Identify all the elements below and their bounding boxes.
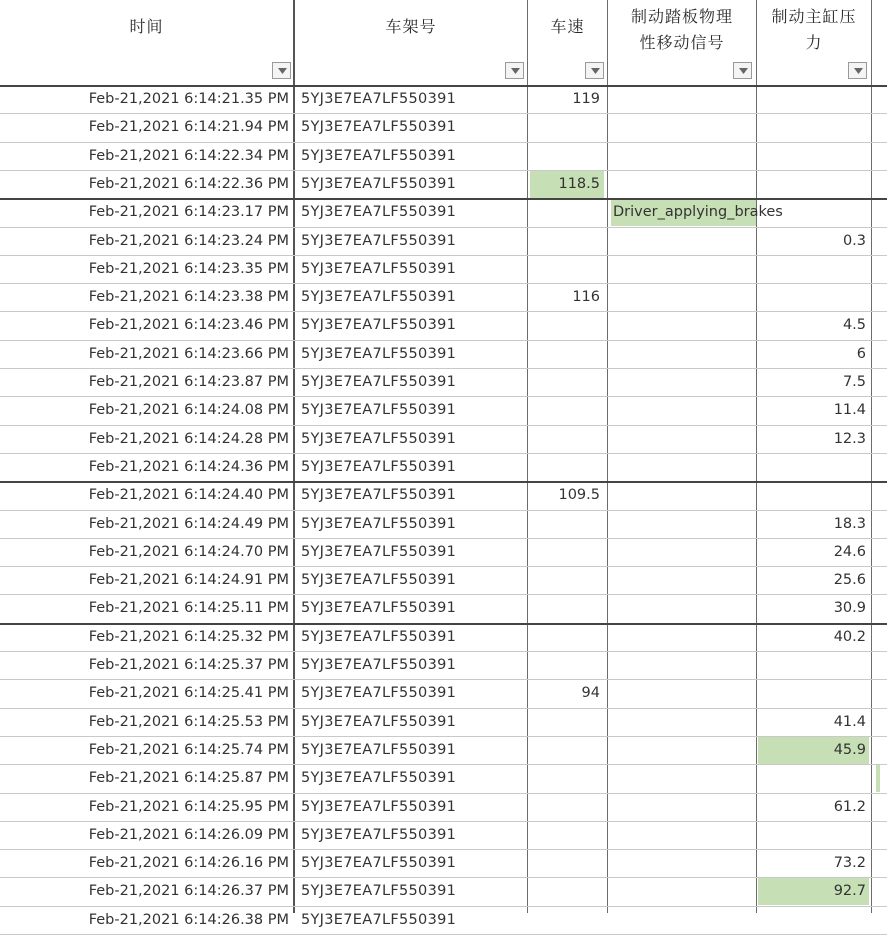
cell-brake-pressure[interactable] [758, 482, 869, 509]
cell-vin[interactable]: 5YJ3E7EA7LF550391 [301, 883, 457, 899]
cell-highlight-edge [876, 765, 880, 792]
row-divider [0, 481, 887, 483]
cell-speed[interactable] [530, 369, 604, 396]
cell-speed[interactable] [530, 737, 604, 764]
filter-dropdown-icon [739, 68, 748, 74]
cell-time[interactable]: Feb-21,2021 6:14:25.37 PM [88, 657, 289, 673]
row-divider [0, 906, 887, 907]
cell-speed[interactable] [530, 397, 604, 424]
cell-speed[interactable] [530, 652, 604, 679]
cell-speed[interactable] [530, 228, 604, 255]
cell-vin[interactable]: 5YJ3E7EA7LF550391 [301, 119, 457, 135]
row-divider [0, 793, 887, 794]
cell-brake-pressure[interactable]: 41.4 [833, 714, 866, 730]
cell-brake-pressure[interactable]: 18.3 [833, 516, 866, 532]
cell-brake-signal[interactable] [611, 482, 756, 509]
cell-time[interactable]: Feb-21,2021 6:14:26.38 PM [88, 912, 289, 928]
row-divider [0, 255, 887, 256]
column-header-label: 车架号 [385, 17, 437, 36]
column-header-label-line1: 制动主缸压 [771, 7, 857, 26]
cell-vin[interactable]: 5YJ3E7EA7LF550391 [301, 487, 457, 503]
cell-speed[interactable] [530, 454, 604, 481]
cell-brake-pressure[interactable] [758, 143, 869, 170]
cell-time[interactable]: Feb-21,2021 6:14:25.74 PM [88, 742, 289, 758]
cell-brake-signal[interactable] [611, 341, 756, 368]
cell-brake-signal[interactable]: Driver_applying_brakes [611, 199, 756, 226]
filter-dropdown-icon [591, 68, 600, 74]
cell-brake-signal[interactable] [611, 284, 756, 311]
cell-time[interactable]: Feb-21,2021 6:14:25.41 PM [88, 685, 289, 701]
cell-brake-pressure[interactable] [758, 199, 869, 226]
cell-time[interactable]: Feb-21,2021 6:14:25.32 PM [88, 629, 289, 645]
column-header-vin [295, 0, 527, 84]
row-divider [0, 679, 887, 680]
cell-brake-signal[interactable] [611, 709, 756, 736]
cell-brake-pressure[interactable] [758, 652, 869, 679]
cell-vin[interactable]: 5YJ3E7EA7LF550391 [301, 799, 457, 815]
filter-dropdown-icon [511, 68, 520, 74]
cell-speed[interactable] [530, 143, 604, 170]
cell-brake-signal[interactable] [611, 595, 756, 622]
cell-brake-pressure[interactable] [758, 907, 869, 934]
cell-brake-pressure[interactable] [758, 114, 869, 141]
cell-time[interactable]: Feb-21,2021 6:14:22.34 PM [88, 148, 289, 164]
cell-speed[interactable] [530, 567, 604, 594]
cell-brake-pressure[interactable] [758, 454, 869, 481]
cell-time[interactable]: Feb-21,2021 6:14:23.46 PM [88, 317, 289, 333]
filter-dropdown-button-time[interactable] [272, 62, 291, 79]
row-divider [0, 170, 887, 171]
column-header-label: 时间 [129, 17, 164, 36]
cell-time[interactable]: Feb-21,2021 6:14:24.91 PM [88, 572, 289, 588]
cell-vin[interactable]: 5YJ3E7EA7LF550391 [301, 685, 457, 701]
cell-brake-pressure[interactable]: 4.5 [842, 317, 866, 333]
row-divider [0, 198, 887, 200]
row-divider [0, 651, 887, 652]
cell-brake-signal[interactable] [611, 397, 756, 424]
cell-brake-signal[interactable] [611, 652, 756, 679]
cell-vin[interactable]: 5YJ3E7EA7LF550391 [301, 912, 457, 928]
cell-brake-signal[interactable] [611, 369, 756, 396]
cell-brake-pressure[interactable]: 6 [856, 346, 866, 362]
cell-vin[interactable]: 5YJ3E7EA7LF550391 [301, 714, 457, 730]
filter-dropdown-icon [278, 68, 287, 74]
cell-brake-pressure[interactable] [758, 680, 869, 707]
cell-speed[interactable] [530, 765, 604, 792]
cell-brake-signal[interactable] [611, 907, 756, 934]
cell-brake-signal[interactable] [611, 256, 756, 283]
cell-speed[interactable] [530, 539, 604, 566]
cell-speed[interactable] [530, 624, 604, 651]
filter-dropdown-button-speed[interactable] [585, 62, 604, 79]
row-divider [0, 396, 887, 397]
row-divider [0, 368, 887, 369]
filter-dropdown-button-vin[interactable] [505, 62, 524, 79]
cell-vin[interactable]: 5YJ3E7EA7LF550391 [301, 346, 457, 362]
row-divider [0, 849, 887, 850]
cell-speed[interactable] [530, 878, 604, 905]
cell-speed[interactable] [530, 256, 604, 283]
cell-vin[interactable]: 5YJ3E7EA7LF550391 [301, 317, 457, 333]
cell-speed[interactable] [530, 794, 604, 821]
cell-time[interactable]: Feb-21,2021 6:14:26.37 PM [88, 883, 289, 899]
cell-speed[interactable]: 109.5 [558, 487, 600, 503]
cell-brake-pressure[interactable]: 12.3 [833, 431, 866, 447]
row-divider [0, 340, 887, 341]
column-divider [607, 0, 608, 913]
row-divider [0, 538, 887, 539]
row-divider [0, 566, 887, 567]
cell-speed[interactable] [530, 426, 604, 453]
cell-time[interactable]: Feb-21,2021 6:14:24.49 PM [88, 516, 289, 532]
cell-speed[interactable] [530, 595, 604, 622]
row-divider [0, 821, 887, 822]
cell-speed[interactable] [530, 822, 604, 849]
cell-brake-pressure[interactable]: 7.5 [842, 374, 866, 390]
cell-brake-pressure[interactable]: 73.2 [833, 855, 866, 871]
row-divider [0, 425, 887, 426]
cell-time[interactable]: Feb-21,2021 6:14:21.94 PM [88, 119, 289, 135]
filter-dropdown-button-brake-pressure[interactable] [848, 62, 867, 79]
cell-vin[interactable]: 5YJ3E7EA7LF550391 [301, 91, 457, 107]
cell-vin[interactable]: 5YJ3E7EA7LF550391 [301, 374, 457, 390]
cell-speed[interactable] [530, 709, 604, 736]
cell-vin[interactable]: 5YJ3E7EA7LF550391 [301, 176, 457, 192]
row-divider [0, 227, 887, 228]
filter-dropdown-icon [854, 68, 863, 74]
row-divider [0, 877, 887, 878]
cell-brake-pressure[interactable] [758, 171, 869, 198]
cell-time[interactable]: Feb-21,2021 6:14:24.36 PM [88, 459, 289, 475]
cell-speed[interactable] [530, 199, 604, 226]
cell-vin[interactable]: 5YJ3E7EA7LF550391 [301, 855, 457, 871]
cell-time[interactable]: Feb-21,2021 6:14:24.08 PM [88, 402, 289, 418]
row-divider [0, 708, 887, 709]
cell-speed[interactable]: 116 [572, 289, 600, 305]
cell-brake-pressure[interactable] [758, 284, 869, 311]
cell-speed[interactable] [530, 312, 604, 339]
row-divider [0, 594, 887, 595]
cell-brake-signal[interactable] [611, 878, 756, 905]
cell-vin[interactable]: 5YJ3E7EA7LF550391 [301, 827, 457, 843]
cell-speed[interactable] [530, 341, 604, 368]
cell-time[interactable]: Feb-21,2021 6:14:23.24 PM [88, 233, 289, 249]
cell-brake-signal[interactable] [611, 86, 756, 113]
cell-vin[interactable]: 5YJ3E7EA7LF550391 [301, 657, 457, 673]
cell-time[interactable]: Feb-21,2021 6:14:26.16 PM [88, 855, 289, 871]
cell-brake-signal[interactable] [611, 454, 756, 481]
cell-brake-signal[interactable] [611, 765, 756, 792]
cell-time[interactable]: Feb-21,2021 6:14:26.09 PM [88, 827, 289, 843]
cell-time[interactable]: Feb-21,2021 6:14:25.95 PM [88, 799, 289, 815]
cell-brake-signal[interactable] [611, 143, 756, 170]
cell-brake-signal[interactable] [611, 228, 756, 255]
cell-brake-signal[interactable] [611, 312, 756, 339]
cell-time[interactable]: Feb-21,2021 6:14:23.38 PM [88, 289, 289, 305]
cell-vin[interactable]: 5YJ3E7EA7LF550391 [301, 204, 457, 220]
cell-brake-pressure[interactable]: 30.9 [833, 600, 866, 616]
row-divider [0, 623, 887, 625]
cell-time[interactable]: Feb-21,2021 6:14:25.11 PM [88, 600, 289, 616]
cell-brake-signal[interactable] [611, 794, 756, 821]
cell-speed[interactable] [530, 114, 604, 141]
cell-brake-signal[interactable] [611, 624, 756, 651]
cell-brake-signal[interactable] [611, 822, 756, 849]
row-divider [0, 283, 887, 284]
cell-brake-signal[interactable] [611, 171, 756, 198]
cell-vin[interactable]: 5YJ3E7EA7LF550391 [301, 289, 457, 305]
column-divider [293, 0, 295, 913]
cell-brake-signal[interactable] [611, 426, 756, 453]
cell-brake-pressure[interactable] [758, 256, 869, 283]
cell-time[interactable]: Feb-21,2021 6:14:23.17 PM [88, 204, 289, 220]
column-header-label-line2: 力 [805, 33, 823, 52]
cell-brake-pressure[interactable] [758, 765, 869, 792]
cell-brake-signal[interactable] [611, 850, 756, 877]
cell-brake-signal[interactable] [611, 567, 756, 594]
cell-vin[interactable]: 5YJ3E7EA7LF550391 [301, 459, 457, 475]
cell-vin[interactable]: 5YJ3E7EA7LF550391 [301, 261, 457, 277]
cell-brake-pressure[interactable]: 11.4 [833, 402, 866, 418]
cell-speed[interactable]: 94 [581, 685, 600, 701]
cell-brake-signal[interactable] [611, 114, 756, 141]
cell-brake-pressure[interactable]: 61.2 [833, 799, 866, 815]
row-divider [0, 311, 887, 312]
cell-time[interactable]: Feb-21,2021 6:14:24.40 PM [88, 487, 289, 503]
row-divider [0, 142, 887, 143]
cell-brake-pressure[interactable] [758, 86, 869, 113]
cell-brake-signal[interactable] [611, 737, 756, 764]
cell-time[interactable]: Feb-21,2021 6:14:22.36 PM [88, 176, 289, 192]
cell-brake-signal[interactable] [611, 680, 756, 707]
column-header-label: 车速 [550, 17, 585, 36]
cell-vin[interactable]: 5YJ3E7EA7LF550391 [301, 742, 457, 758]
cell-vin[interactable]: 5YJ3E7EA7LF550391 [301, 600, 457, 616]
cell-vin[interactable]: 5YJ3E7EA7LF550391 [301, 148, 457, 164]
column-divider [756, 0, 757, 913]
cell-speed[interactable]: 119 [572, 91, 600, 107]
cell-vin[interactable]: 5YJ3E7EA7LF550391 [301, 572, 457, 588]
cell-time[interactable]: Feb-21,2021 6:14:25.87 PM [88, 770, 289, 786]
cell-vin[interactable]: 5YJ3E7EA7LF550391 [301, 431, 457, 447]
cell-speed[interactable] [530, 511, 604, 538]
row-divider [0, 510, 887, 511]
cell-time[interactable]: Feb-21,2021 6:14:23.66 PM [88, 346, 289, 362]
cell-speed[interactable]: 118.5 [530, 171, 604, 198]
row-divider [0, 764, 887, 765]
column-divider [527, 0, 528, 913]
cell-brake-pressure[interactable]: 24.6 [833, 544, 866, 560]
cell-vin[interactable]: 5YJ3E7EA7LF550391 [301, 233, 457, 249]
column-header-label-line2: 性移动信号 [639, 33, 725, 52]
cell-time[interactable]: Feb-21,2021 6:14:23.35 PM [88, 261, 289, 277]
column-header-time [0, 0, 293, 84]
row-divider [0, 85, 887, 87]
cell-speed[interactable] [530, 850, 604, 877]
filter-dropdown-button-brake-signal[interactable] [733, 62, 752, 79]
row-divider [0, 453, 887, 454]
cell-brake-pressure[interactable]: 40.2 [833, 629, 866, 645]
row-divider [0, 113, 887, 114]
cell-brake-pressure[interactable] [758, 822, 869, 849]
column-header-label-line1: 制动踏板物理 [630, 7, 733, 26]
cell-vin[interactable]: 5YJ3E7EA7LF550391 [301, 516, 457, 532]
cell-brake-pressure[interactable]: 0.3 [842, 233, 866, 249]
cell-brake-pressure[interactable]: 25.6 [833, 572, 866, 588]
cell-time[interactable]: Feb-21,2021 6:14:21.35 PM [88, 91, 289, 107]
cell-speed[interactable] [530, 907, 604, 934]
cell-vin[interactable]: 5YJ3E7EA7LF550391 [301, 770, 457, 786]
cell-brake-signal[interactable] [611, 539, 756, 566]
column-divider [871, 0, 872, 913]
cell-vin[interactable]: 5YJ3E7EA7LF550391 [301, 402, 457, 418]
cell-time[interactable]: Feb-21,2021 6:14:23.87 PM [88, 374, 289, 390]
cell-brake-pressure[interactable]: 45.9 [758, 737, 869, 764]
row-divider [0, 736, 887, 737]
cell-time[interactable]: Feb-21,2021 6:14:24.28 PM [88, 431, 289, 447]
cell-vin[interactable]: 5YJ3E7EA7LF550391 [301, 629, 457, 645]
cell-vin[interactable]: 5YJ3E7EA7LF550391 [301, 544, 457, 560]
cell-time[interactable]: Feb-21,2021 6:14:25.53 PM [88, 714, 289, 730]
cell-brake-pressure[interactable]: 92.7 [758, 878, 869, 905]
cell-brake-signal[interactable] [611, 511, 756, 538]
cell-time[interactable]: Feb-21,2021 6:14:24.70 PM [88, 544, 289, 560]
